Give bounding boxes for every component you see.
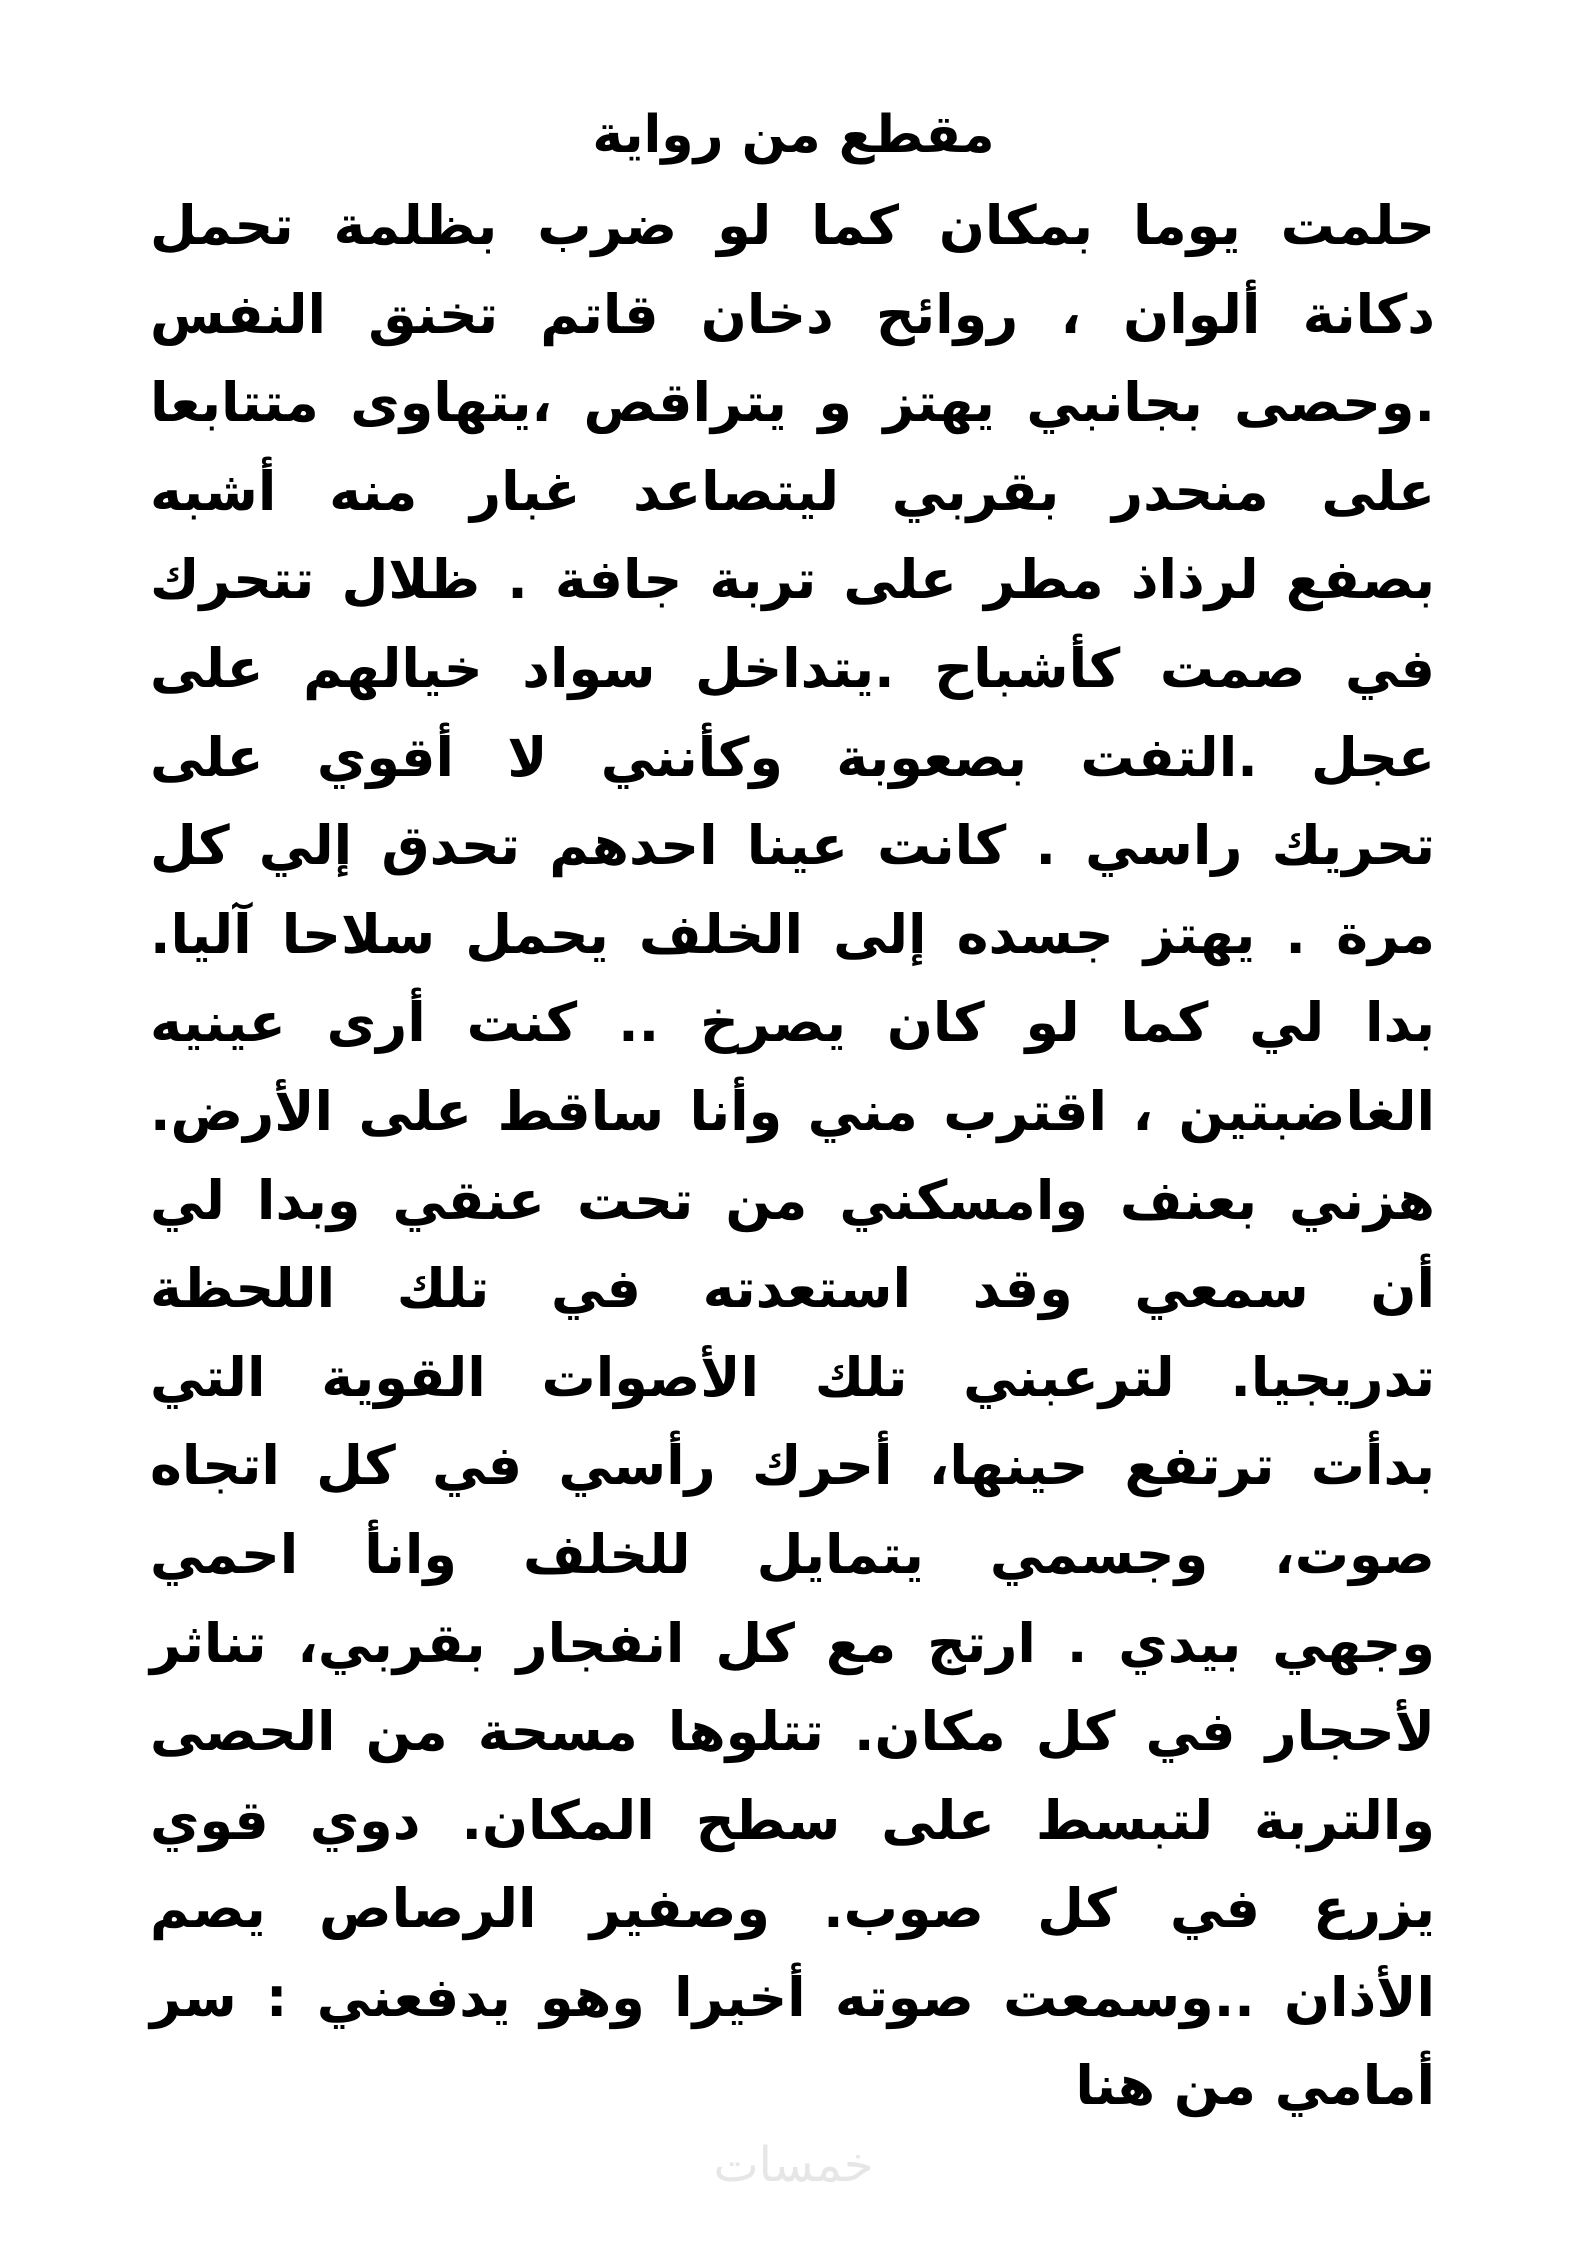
text-line: على منحدر بقربي ليتصاعد غبار منه أشبه — [150, 459, 1435, 523]
text-line: مرة . يهتز جسده إلى الخلف يحمل سلاحا آليا. — [150, 902, 1435, 966]
text-line: حلمت يوما بمكان كما لو ضرب بظلمة تحمل — [150, 194, 1435, 257]
text-line: الأذان ..وسمعت صوته أخيرا وهو يدفعني : سر — [150, 1965, 1435, 2029]
watermark-logo: خمسات — [713, 2137, 874, 2193]
text-line: عجل .التفت بصعوبة وكأنني لا أقوي على — [150, 725, 1435, 789]
text-line: أن سمعي وقد استعدته في تلك اللحظة — [150, 1257, 1435, 1321]
text-line: في صمت كأشباح .يتداخل سواد خيالهم على — [150, 636, 1435, 700]
document-title: مقطع من رواية — [592, 105, 995, 165]
text-line: والتربة لتبسط على سطح المكان. دوي قوي — [150, 1788, 1435, 1852]
text-line: دكانة ألوان ، روائح دخان قاتم تخنق النفس — [150, 282, 1435, 346]
text-line: يزرع في كل صوب. وصفير الرصاص يصم — [150, 1877, 1435, 1941]
text-line: تدريجيا. لترعبني تلك الأصوات القوية التي — [150, 1345, 1435, 1409]
text-line: تحريك راسي . كانت عينا احدهم تحدق إلي كل — [150, 814, 1435, 878]
text-line: بصفع لرذاذ مطر على تربة جافة . ظلال تتحرك — [150, 548, 1435, 612]
text-line: بدا لي كما لو كان يصرخ .. كنت أرى عينيه — [150, 991, 1435, 1055]
text-line-last: أمامي من هنا — [1075, 2054, 1435, 2118]
text-line: بدأت ترتفع حينها، أحرك رأسي في كل اتجاه — [150, 1434, 1435, 1498]
text-line: هزني بعنف وامسكني من تحت عنقي وبدا لي — [150, 1168, 1435, 1232]
text-line: .وحصى بجانبي يهتز و يتراقص ،يتهاوى متتابعا — [150, 371, 1435, 435]
text-line: صوت، وجسمي يتمايل للخلف وانأ احمي — [150, 1522, 1435, 1586]
body-text — [150, 182, 1435, 2131]
text-line: وجهي بيدي . ارتج مع كل انفجار بقربي، تناثر — [150, 1611, 1435, 1675]
text-line: الغاضبتين ، اقترب مني وأنا ساقط على الأرض. — [150, 1079, 1435, 1143]
text-line: لأحجار في كل مكان. تتلوها مسحة من الحصى — [150, 1700, 1435, 1764]
